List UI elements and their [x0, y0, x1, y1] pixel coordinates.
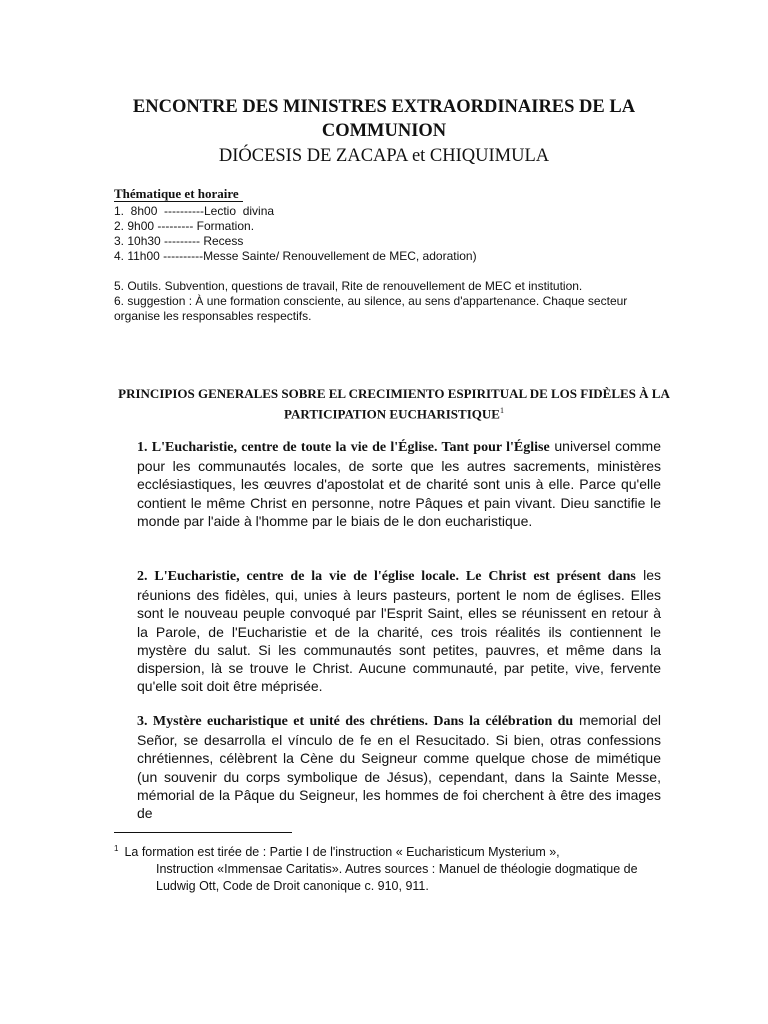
- schedule-note: 6. suggestion : À une formation consciente, au silence, au sens d'appartenance. Chaque secteur organise les responsables respectifs.: [114, 294, 628, 323]
- schedule-notes: [114, 279, 674, 324]
- section-heading: 3. Mystère eucharistique et unité des chrétiens. Dans la célébration du: [137, 714, 574, 729]
- document-title-line-1: ENCONTRE DES MINISTRES EXTRAORDINAIRES DE LA: [132, 97, 636, 117]
- schedule-item: 2. 9h00 --------- Formation.: [114, 219, 255, 233]
- document-title-line-2: COMMUNION: [321, 121, 447, 141]
- document-subtitle: DIÓCESIS DE ZACAPA et CHIQUIMULA: [218, 146, 550, 166]
- principles-title-text: PRINCIPIOS GENERALES SOBRE EL CRECIMIENTO ESPIRITUAL DE LOS FIDÈLES À LA PARTICIPATION EUCHARISTIQUE: [118, 386, 670, 422]
- schedule-item: 4. 11h00 ----------Messe Sainte/ Renouvellement de MEC, adoration): [114, 249, 477, 263]
- footnote-text: La formation est tirée de : Partie I de l'instruction « Eucharisticum Mysterium »,: [124, 845, 560, 860]
- section-body: les réunions des fidèles, qui, unies à leurs pasteurs, portent le nom de églises. Elles sont le nouveau peuple convoqué par l'Esprit Saint, elles se réunissent en retour à la Parole, de l'Eucharistie et de la charité, ces trois réalités ils contiennent le mystère du salut. Si les communautés sont petites, pauvres, et même dans la dispersion, là se trouve le Christ. Aucune communauté, par petite, vive, fervente qu'elle soit doit être méprisée.: [137, 567, 662, 695]
- schedule-item: 1. 8h00 ----------Lectio divina: [114, 204, 275, 218]
- section-1: [137, 437, 661, 530]
- principles-title: [114, 385, 674, 422]
- document-header: [0, 95, 768, 169]
- section-2: [137, 566, 661, 695]
- section-body: memorial del Señor, se desarrolla el vínculo de fe en el Resucitado. Si bien, otras confessions chrétiennes, célèbrent la Cène du Seigneur comme quelque chose de mimétique (un souvenir du corps symbolique de Jésus), cependant, dans la Sainte Messe, mémorial de la Pâque du Seigneur, les hommes de foi cherchent à être des images de: [137, 712, 662, 822]
- footnote-marker: 1: [114, 844, 119, 853]
- schedule-note: 5. Outils. Subvention, questions de travail, Rite de renouvellement de MEC et institution.: [114, 279, 583, 293]
- footnote-line: Ludwig Ott, Code de Droit canonique c. 910, 911.: [156, 879, 429, 894]
- section-heading: 1. L'Eucharistie, centre de toute la vie de l'Église. Tant pour l'Église: [137, 440, 550, 455]
- section-body: universel comme pour les communautés locales, de sorte que les autres sacrements, ministères ecclésiastiques, les œuvres d'apostolat et de charité sont unis à elle. Parce qu'elle contient le même Christ en personne, notre Pâques et pain vivant. Dieu sanctifie le monde par l'aide à l'homme par le biais de le don eucharistique.: [137, 438, 661, 529]
- footnote-separator: [114, 832, 292, 833]
- footnote: [114, 840, 674, 895]
- schedule-item: 3. 10h30 --------- Recess: [114, 234, 244, 248]
- schedule-heading: Thématique et horaire: [114, 186, 243, 202]
- section-3: [137, 711, 661, 822]
- section-heading: 2. L'Eucharistie, centre de la vie de l'église locale. Le Christ est présent dans: [137, 569, 636, 584]
- footnote-reference: 1: [499, 406, 504, 415]
- schedule-block: [114, 186, 674, 324]
- footnote-line: [114, 840, 674, 861]
- footnote-line: Instruction «Immensae Caritatis». Autres sources : Manuel de théologie dogmatique de: [156, 862, 638, 877]
